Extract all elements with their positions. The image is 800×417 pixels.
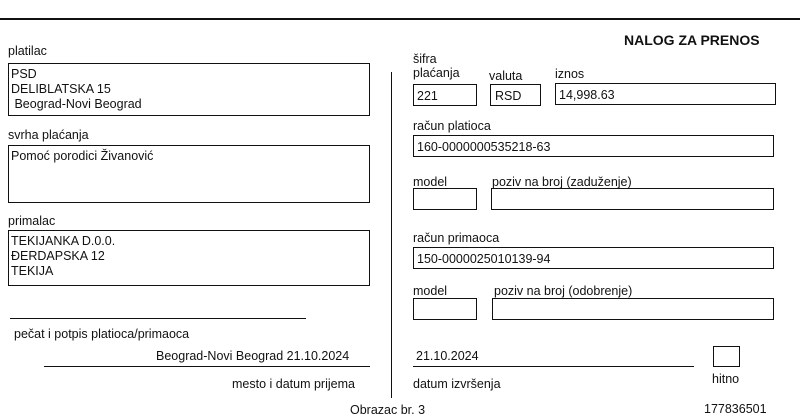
datum-izvrsenja-line bbox=[413, 366, 694, 367]
datum-izvrsenja-value: 21.10.2024 bbox=[416, 349, 479, 363]
poziv-zaduzenje-field[interactable] bbox=[491, 188, 774, 210]
racun-primaoca-value: 150-0000025010139-94 bbox=[417, 252, 551, 266]
form-number: 177836501 bbox=[704, 402, 767, 416]
pecat-label: pečat i potpis platioca/primaoca bbox=[14, 327, 190, 341]
racun-primaoca-label: račun primaoca bbox=[413, 231, 500, 245]
platilac-line-2: DELIBLATSKA 15 bbox=[11, 82, 111, 96]
model-zaduzenje-field[interactable] bbox=[413, 188, 477, 210]
svrha-value: Pomoć porodici Živanović bbox=[11, 149, 154, 163]
racun-platioca-label: račun platioca bbox=[413, 119, 491, 133]
sifra-label-1: šifra bbox=[413, 52, 437, 66]
datum-izvrsenja-label: datum izvršenja bbox=[413, 377, 501, 391]
platilac-label: platilac bbox=[8, 44, 47, 58]
valuta-value: RSD bbox=[495, 89, 522, 103]
sifra-field[interactable] bbox=[413, 84, 477, 106]
primalac-line-2: ĐERDAPSKA 12 bbox=[11, 249, 105, 263]
racun-platioca-field[interactable] bbox=[413, 135, 774, 157]
hitno-label: hitno bbox=[712, 372, 740, 386]
model-odobrenje-label: model bbox=[413, 284, 448, 298]
form-title: NALOG ZA PRENOS bbox=[624, 32, 760, 48]
iznos-field[interactable] bbox=[555, 83, 776, 105]
primalac-label: primalac bbox=[8, 214, 56, 228]
mesto-datum-value: Beograd-Novi Beograd 21.10.2024 bbox=[156, 349, 350, 363]
primalac-box[interactable] bbox=[8, 230, 370, 286]
primalac-line-3: TEKIJA bbox=[11, 264, 54, 278]
valuta-label: valuta bbox=[489, 69, 523, 83]
column-divider bbox=[391, 72, 392, 398]
poziv-odobrenje-field[interactable] bbox=[492, 298, 774, 320]
iznos-value: 14,998.63 bbox=[559, 88, 615, 102]
primalac-line-1: TEKIJANKA D.0.0. bbox=[11, 234, 116, 248]
platilac-box[interactable] bbox=[8, 63, 370, 116]
svrha-label: svrha plaćanja bbox=[8, 128, 89, 142]
mesto-datum-line bbox=[44, 366, 370, 367]
valuta-field[interactable] bbox=[490, 84, 541, 106]
mesto-datum-label: mesto i datum prijema bbox=[232, 377, 355, 391]
hitno-checkbox[interactable] bbox=[713, 346, 740, 367]
iznos-label: iznos bbox=[555, 67, 585, 81]
poziv-zaduzenje-label: poziv na broj (zaduženje) bbox=[492, 175, 632, 189]
racun-primaoca-field[interactable] bbox=[413, 247, 774, 269]
pecat-signature-line bbox=[10, 318, 306, 319]
model-odobrenje-field[interactable] bbox=[413, 298, 477, 320]
svrha-box[interactable] bbox=[8, 145, 370, 203]
platilac-line-1: PSD bbox=[11, 67, 37, 81]
poziv-odobrenje-label: poziv na broj (odobrenje) bbox=[494, 284, 633, 298]
sifra-label-2: plaćanja bbox=[413, 66, 460, 80]
model-zaduzenje-label: model bbox=[413, 175, 448, 189]
top-border bbox=[0, 18, 800, 20]
platilac-line-3: Beograd-Novi Beograd bbox=[11, 97, 142, 111]
racun-platioca-value: 160-0000000535218-63 bbox=[417, 140, 551, 154]
sifra-value: 221 bbox=[417, 89, 438, 103]
obrazac-label: Obrazac br. 3 bbox=[350, 403, 426, 417]
